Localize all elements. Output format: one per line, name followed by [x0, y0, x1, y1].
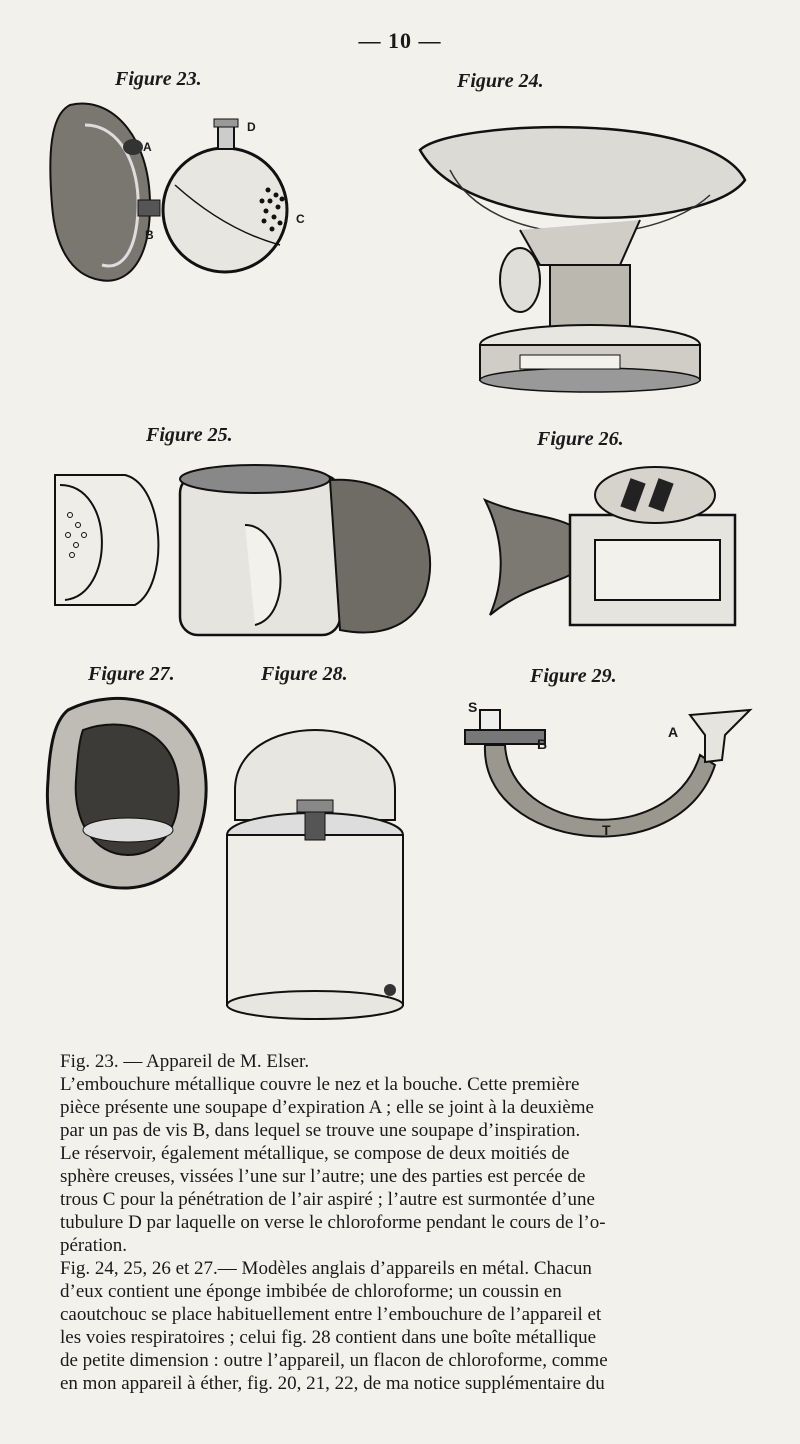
- fig29-letter-b: B: [537, 736, 548, 752]
- paragraph-2-line: trous C pour la pénétration de l’air aspiré ; l’autre est surmontée d’une: [60, 1189, 595, 1210]
- paragraph-3-line: en mon appareil à éther, fig. 20, 21, 22, de ma notice supplémentaire du: [60, 1373, 605, 1394]
- paragraph-2-line: sphère creuses, vissées l’une sur l’autre; une des parties est percée de: [60, 1166, 586, 1187]
- figure-23-label: Figure 23.: [115, 68, 202, 90]
- paragraph-3-line: de petite dimension : outre l’appareil, un flacon de chloroforme, comme: [60, 1350, 608, 1371]
- page-number: — 10 —: [358, 28, 442, 53]
- body-text: [60, 1050, 744, 1395]
- paragraph-3-line: caoutchouc se place habituellement entre l’embouchure de l’appareil et: [60, 1304, 602, 1325]
- paragraph-2-line: Le réservoir, également métallique, se compose de deux moitiés de: [60, 1143, 570, 1164]
- figure-24-illustration: [410, 100, 755, 400]
- fig23-letter-b: B: [145, 228, 154, 242]
- paragraph-3-line: Fig. 24, 25, 26 et 27.— Modèles anglais d’appareils en métal. Chacun: [60, 1258, 592, 1279]
- fig23-letter-c: C: [296, 212, 305, 226]
- paragraph-1-line: par un pas de vis B, dans lequel se trouve une soupape d’inspiration.: [60, 1120, 581, 1141]
- paragraph-3-line: les voies respiratoires ; celui fig. 28 contient dans une boîte métallique: [60, 1327, 597, 1348]
- paragraph-1-line: pièce présente une soupape d’expiration A ; elle se joint à la deuxième: [60, 1097, 594, 1118]
- figure-27-illustration: [38, 690, 218, 895]
- fig29-letter-t: T: [602, 822, 611, 838]
- paragraph-1: [60, 1073, 744, 1142]
- paragraph-2-line: tubulure D par laquelle on verse le chloroforme pendant le cours de l’o-: [60, 1212, 606, 1233]
- figure-26-illustration: [480, 455, 750, 655]
- paragraph-2-line: pération.: [60, 1235, 128, 1256]
- fig29-letter-a: A: [668, 724, 679, 740]
- paragraph-3-line: d’eux contient une éponge imbibée de chloroforme; un coussin en: [60, 1281, 562, 1302]
- paragraph-3: [60, 1257, 744, 1395]
- figure-23-illustration: [40, 95, 310, 295]
- fig29-letter-s: S: [468, 699, 478, 715]
- fig23-letter-a: A: [143, 140, 152, 154]
- figure-28-illustration: [215, 690, 415, 1030]
- figure-25-illustration: [45, 455, 455, 645]
- figure-23-caption: Fig. 23. — Appareil de M. Elser.: [60, 1051, 310, 1072]
- paragraph-2: [60, 1142, 744, 1257]
- figure-26-label: Figure 26.: [537, 428, 624, 450]
- figure-29-label: Figure 29.: [530, 665, 617, 687]
- figure-27-label: Figure 27.: [88, 663, 175, 685]
- paragraph-1-line: L’embouchure métallique couvre le nez et la bouche. Cette première: [60, 1074, 580, 1095]
- fig23-letter-d: D: [247, 120, 256, 134]
- figure-28-label: Figure 28.: [261, 663, 348, 685]
- figure-29-illustration: [460, 700, 755, 880]
- figure-24-label: Figure 24.: [457, 70, 544, 92]
- figure-25-label: Figure 25.: [146, 424, 233, 446]
